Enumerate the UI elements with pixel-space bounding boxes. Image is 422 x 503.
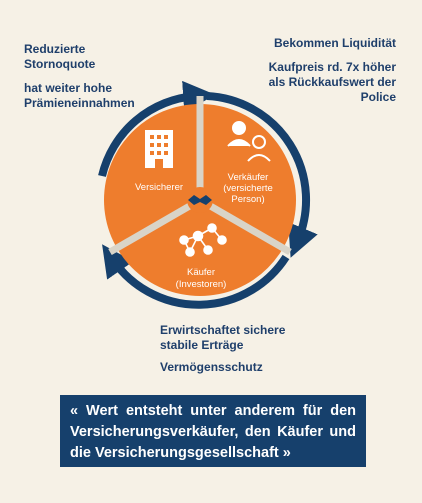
seller-benefit-1: Bekommen Liquidität (273, 36, 396, 50)
buyer-benefit-2: Vermögensschutz (160, 360, 263, 374)
buyer-benefit-1: Erwirtschaftet sichere stabile Erträge (160, 323, 286, 352)
segment-label-buyer-1: Käufer (187, 267, 215, 278)
building-icon (145, 130, 173, 168)
segment-label-seller-1: Verkäufer (227, 172, 269, 183)
seller-benefit-2: Kaufpreis rd. 7x höher als Rückkaufswert der Police (268, 60, 396, 104)
handshake-icon (187, 187, 213, 213)
quote-box: « Wert entsteht unter anderem für den Versicherungsverkäufer, den Käufer und die Versicherungsgesellschaft » (60, 395, 366, 467)
segment-label-insurer: Versicherer (134, 182, 184, 193)
segment-label-buyer-2: (Investoren) (175, 279, 227, 290)
insurer-benefit-1: Reduzierte Stornoquote (24, 42, 96, 71)
segment-label-seller-2: (versicherte (223, 183, 273, 194)
segment-label-seller-3: Person) (231, 194, 265, 205)
insurer-benefit-2: hat weiter hohe Prämieneinnahmen (24, 81, 135, 110)
